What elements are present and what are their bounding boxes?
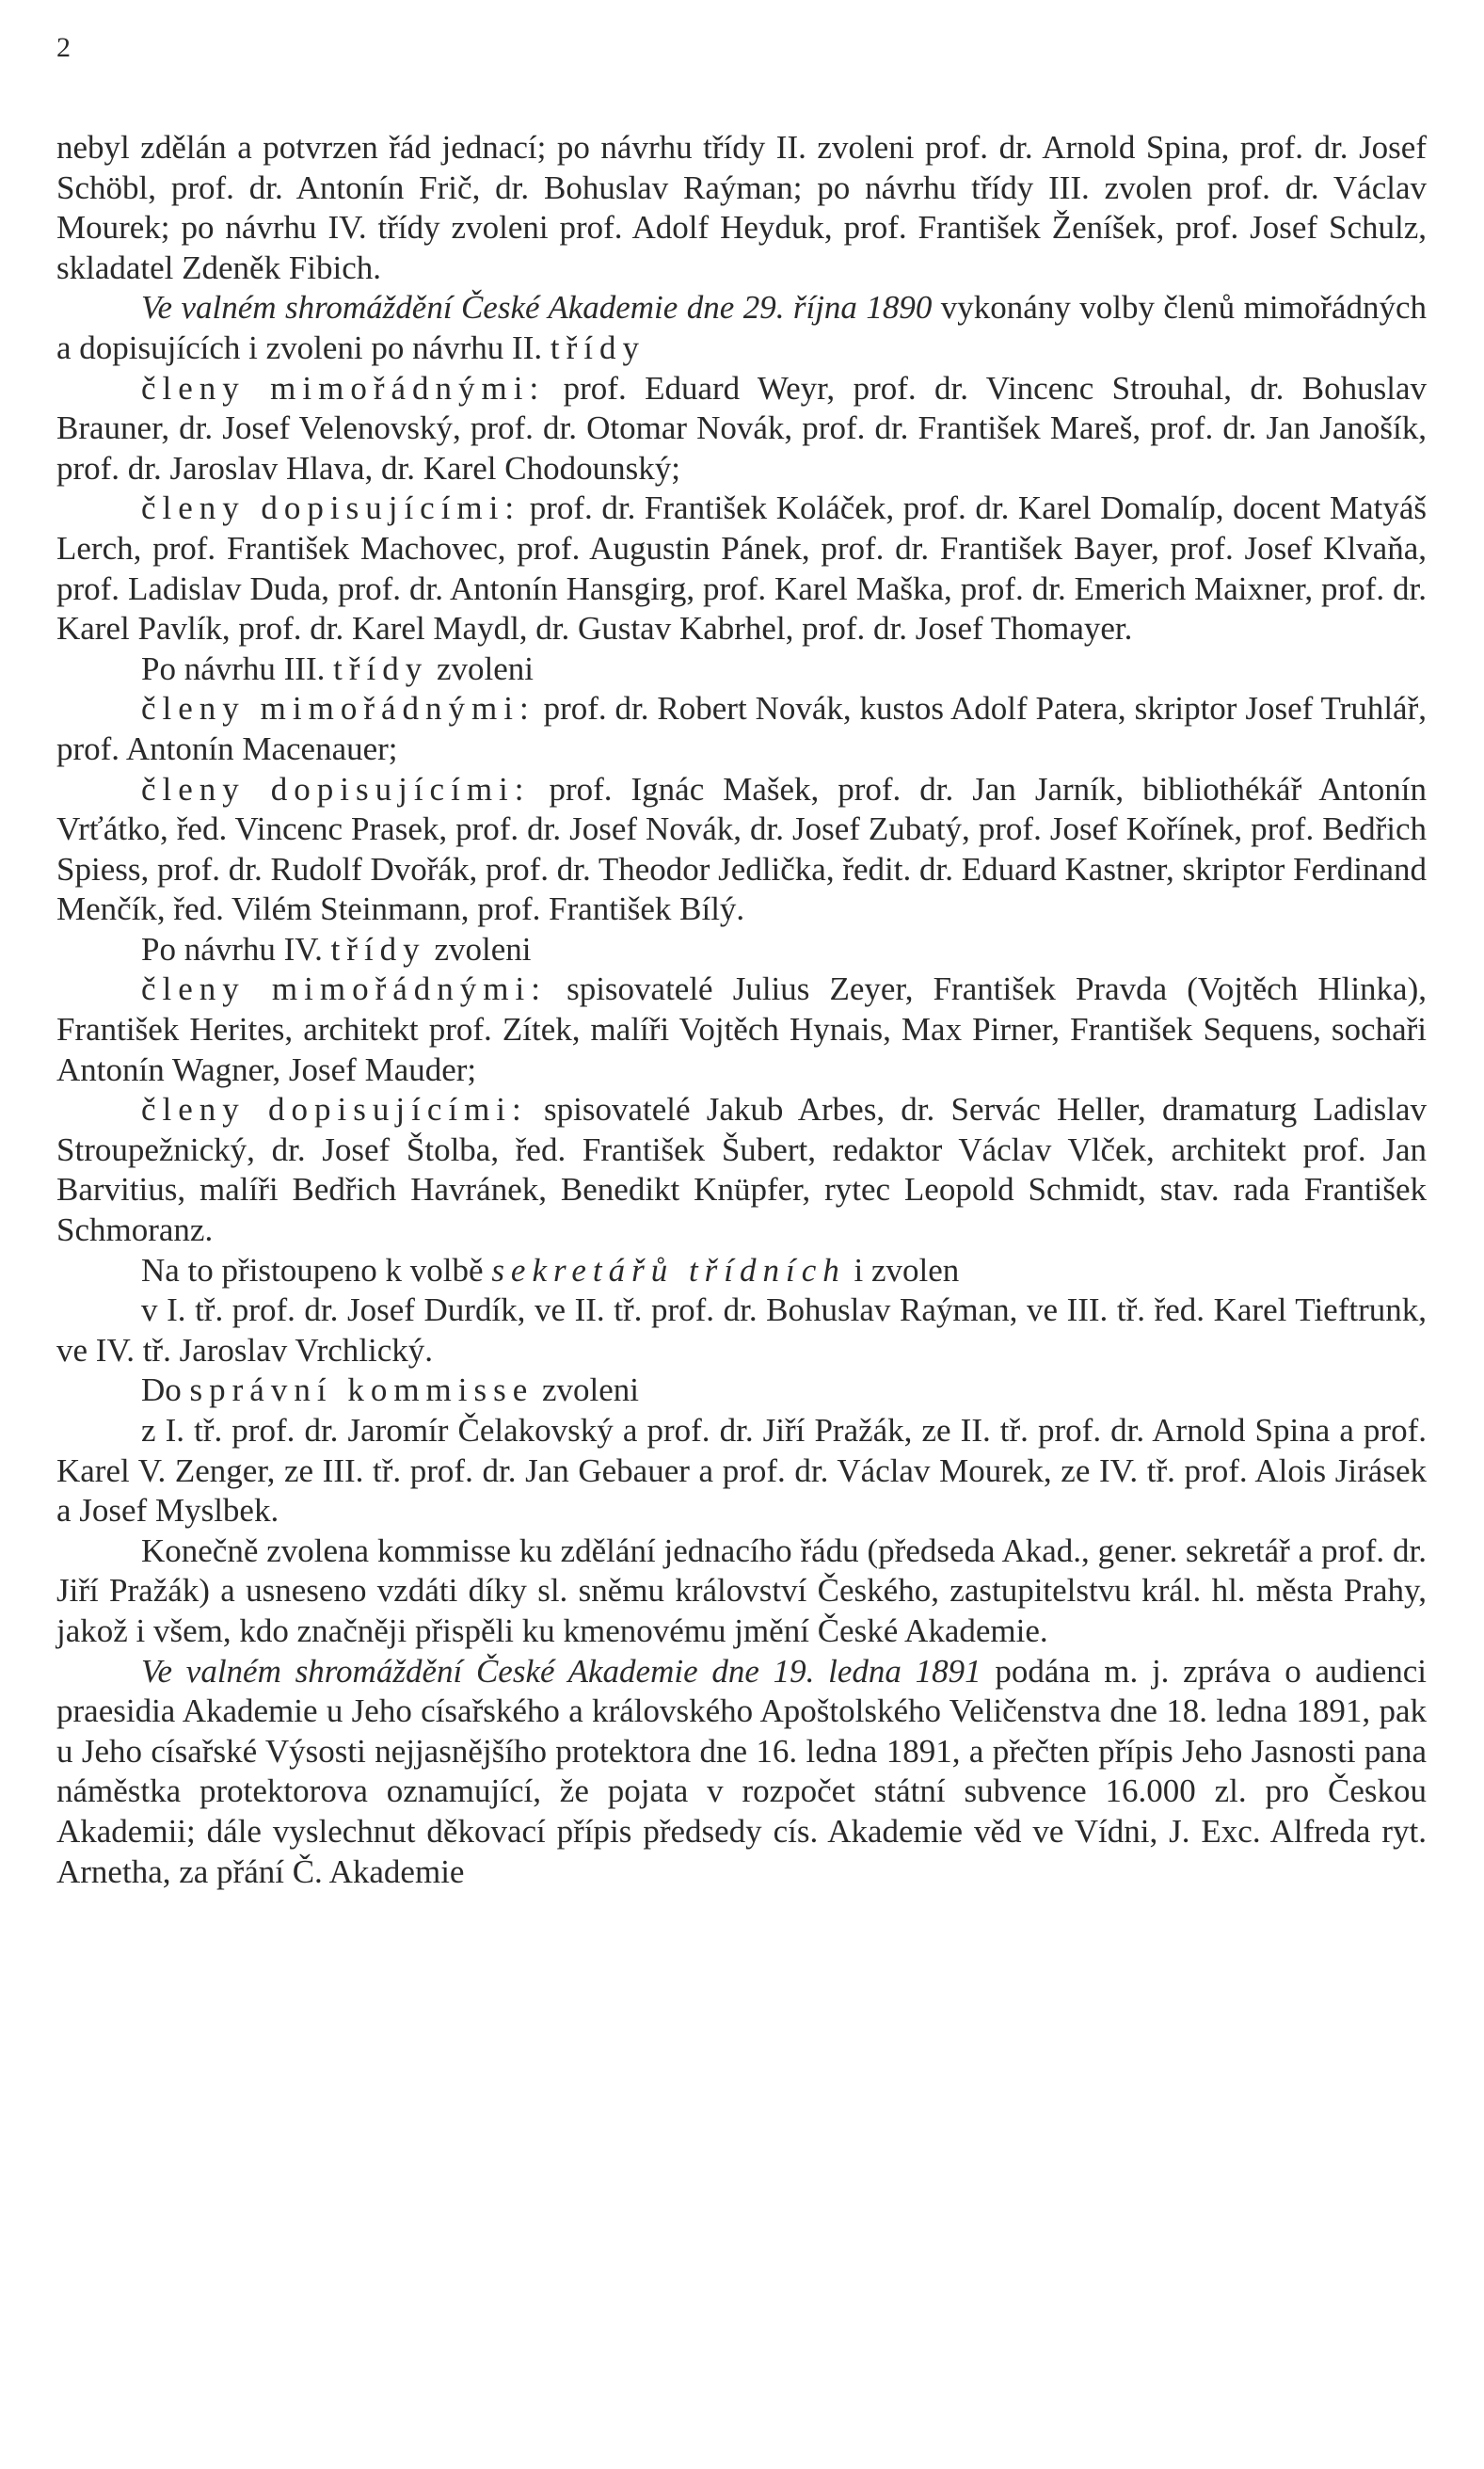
italic-text: Ve valném shromáždění České Akademie dne 19. ledna 1891 (141, 1652, 981, 1690)
text-run: zvoleni (534, 1371, 640, 1409)
paragraph (56, 689, 1427, 769)
spaced-text: třídy (550, 329, 646, 366)
paragraph (56, 770, 1427, 930)
text-run: Po návrhu IV. (141, 930, 331, 968)
paragraph (56, 930, 1427, 970)
text-run: Do (141, 1371, 190, 1409)
paragraph (56, 1371, 1427, 1531)
spaced-text: členy dopisujícími: (141, 770, 531, 808)
paragraph (56, 288, 1427, 489)
text-run: prof. Ignác Mašek, prof. dr. Jan Jarník, bibliothékář Antonín Vrťátko, řed. Vincenc Prasek, prof. dr. Josef Novák, dr. Josef Zubatý, prof. Josef Kořínek, prof. Bedřich Spiess, prof. dr. Rudolf Dvořák, prof. dr. Theodor Jedlička, ředit. dr. Eduard Kastner, skriptor Ferdinand Menčík, řed. Vilém Steinmann, prof. František Bílý. (56, 770, 1428, 928)
text-run: Konečně zvolena kommisse ku zdělání jednacího řádu (předseda Akad., gener. sekretář a prof. dr. Jiří Pražák) a usneseno vzdáti díky sl. sněmu království Českého, zastupitelstvu král. hl. města Prahy, jakož i všem, kdo značněji přispěli ku kmenovému jmění České Akademie. (56, 1531, 1427, 1649)
spaced-text: členy dopisujícími: (141, 1091, 528, 1129)
spaced-text: sekretářů třídních (491, 1251, 846, 1289)
text-run: v I. tř. prof. dr. Josef Durdík, ve II. tř. prof. dr. Bohuslav Raýman, ve III. tř. řed. Karel Tieftrunk, ve IV. tř. Jaroslav Vrchlický. (56, 1291, 1427, 1369)
text-run: vykonány volby členů mimořádných a dopisujících i zvoleni po návrhu II. (56, 289, 1427, 366)
text-run: nebyl zdělán a potvrzen řád jednací; po návrhu třídy II. zvoleni prof. dr. Arnold Spina, prof. dr. Josef Schöbl, prof. dr. Antonín Frič, dr. Bohuslav Raýman; po návrhu třídy III. zvolen prof. dr. Václav Mourek; po návrhu IV. třídy zvoleni prof. Adolf Heyduk, prof. František Ženíšek, prof. Josef Schulz, skladatel Zdeněk Fibich. (56, 129, 1427, 286)
body-text (56, 128, 1427, 1892)
text-run: zvoleni (428, 649, 535, 687)
spaced-text: třídy (330, 930, 426, 968)
spaced-text: správní kommisse (189, 1371, 535, 1409)
text-run: prof. Eduard Weyr, prof. dr. Vincenc Strouhal, dr. Bohuslav Brauner, dr. Josef Velenovský, prof. dr. Otomar Novák, prof. dr. František Mareš, prof. dr. Jan Janošík, prof. dr. Jaroslav Hlava, dr. Karel Chodounský; (56, 369, 1428, 487)
text-run: prof. dr. František Koláček, prof. dr. Karel Domalíp, docent Matyáš Lerch, prof. František Machovec, prof. Augustin Pánek, prof. dr. František Bayer, prof. Josef Klvaňa, prof. Ladislav Duda, prof. dr. Antonín Hansgirg, prof. Karel Maška, prof. dr. Emerich Maixner, prof. dr. Karel Pavlík, prof. dr. Karel Maydl, dr. Gustav Kabrhel, prof. dr. Josef Thomayer. (56, 489, 1427, 648)
text-run: i zvolen (845, 1251, 960, 1289)
paragraph (56, 970, 1427, 1090)
paragraph (56, 489, 1427, 649)
paragraph (56, 649, 1427, 690)
text-run: Po návrhu III. (141, 649, 334, 687)
paragraph (56, 128, 1427, 288)
text-run: podána m. j. zpráva o audienci praesidia Akademie u Jeho císařského a královského Apoštolského Veličenstva dne 18. ledna 1891, pak u Jeho císařské Výsosti nejjasnějšího protektora dne 16. ledna 1891, a přečten přípis Jeho Jasnosti pana náměstka protektorova oznamující, že pojata v rozpočet státní subvence 16.000 zl. pro Českou Akademii; dále vyslechnut děkovací přípis předsedy cís. Akademie věd ve Vídni, J. Exc. Alfreda ryt. Arnetha, za přání Č. Akademie (56, 1652, 1427, 1890)
paragraph (56, 1090, 1427, 1250)
spaced-text: třídy (333, 649, 429, 687)
spaced-text: členy mimořádnými: (141, 369, 546, 407)
text-run: spisovatelé Julius Zeyer, František Pravda (Vojtěch Hlinka), František Herites, architekt prof. Zítek, malíři Vojtěch Hynais, Max Pirner, František Sequens, sochaři Antonín Wagner, Josef Mauder; (56, 970, 1427, 1088)
text-run: prof. dr. Robert Novák, kustos Adolf Patera, skriptor Josef Truhlář, prof. Antonín Macenauer; (56, 690, 1427, 767)
page-number: 2 (56, 32, 71, 63)
text-run: z I. tř. prof. dr. Jaromír Čelakovský a prof. dr. Jiří Pražák, ze II. tř. prof. dr. Arnold Spina a prof. Karel V. Zenger, ze III. tř. prof. dr. Jan Gebauer a prof. dr. Václav Mourek, ze IV. tř. prof. Alois Jirásek a Josef Myslbek. (56, 1412, 1427, 1530)
text-run: zvoleni (425, 930, 532, 968)
spaced-text: členy mimořádnými: (141, 970, 547, 1008)
italic-text: Ve valném shromáždění České Akademie dne 29. října 1890 (141, 289, 933, 327)
spaced-text: členy mimořádnými: (141, 690, 535, 728)
paragraph (56, 1652, 1427, 1893)
paragraph (56, 1251, 1427, 1371)
paragraph (56, 1531, 1427, 1652)
text-run: spisovatelé Jakub Arbes, dr. Servác Heller, dramaturg Ladislav Stroupežnický, dr. Josef Štolba, řed. František Šubert, redaktor Václav Vlček, architekt prof. Jan Barvitius, malíři Bedřich Havránek, Benedikt Knüpfer, rytec Leopold Schmidt, stav. rada František Schmoranz. (56, 1091, 1427, 1249)
text-run: Na to přistoupeno k volbě (141, 1251, 492, 1289)
spaced-text: členy dopisujícími: (141, 489, 521, 527)
